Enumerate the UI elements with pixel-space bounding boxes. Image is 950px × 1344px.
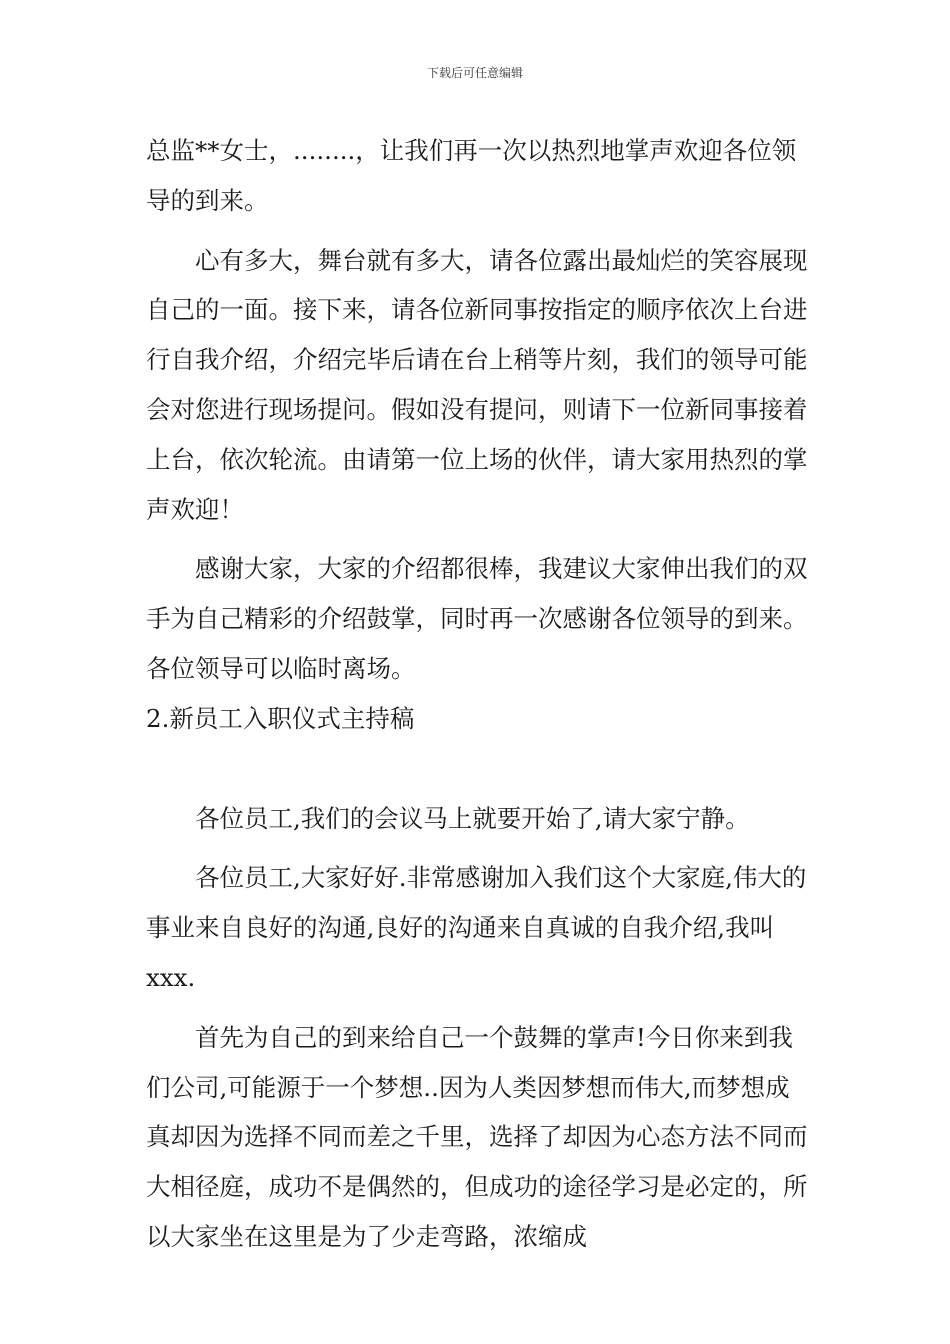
paragraph-1: 总监**女士，........，让我们再一次以热烈地掌声欢迎各位领导的到来。 bbox=[146, 136, 797, 215]
page-header: 下载后可任意编辑 bbox=[426, 66, 523, 80]
section-paragraph-1: 各位员工,我们的会议马上就要开始了,请大家宁静。 bbox=[195, 803, 750, 833]
paragraph-2: 心有多大，舞台就有多大，请各位露出最灿烂的笑容展现自己的一面。接下来，请各位新同事按指定的顺序依次上台进行自我介绍，介绍完毕后请在台上稍等片刻，我们的领导可能会对您进行现场提问。假如没有提问，则请下一位新同事接着上台，依次轮流。由请第一位上场的伙伴，请大家用热烈的掌声欢迎！ bbox=[146, 245, 808, 524]
section-paragraph-2: 各位员工,大家好好.非常感谢加入我们这个大家庭,伟大的事业来自良好的沟通,良好的沟通来自真诚的自我介绍,我叫xxx. bbox=[146, 863, 807, 992]
paragraph-3: 感谢大家，大家的介绍都很棒，我建议大家伸出我们的双手为自己精彩的介绍鼓掌，同时再一次感谢各位领导的到来。各位领导可以临时离场。 bbox=[146, 554, 808, 683]
section-heading: 2.新员工入职仪式主持稿 bbox=[146, 703, 415, 733]
section-paragraph-3: 首先为自己的到来给自己一个鼓舞的掌声!今日你来到我们公司,可能源于一个梦想..因为人类因梦想而伟大,而梦想成真却因为选择不同而差之千里，选择了却因为心态方法不同而大相径庭，成功不是偶然的，但成功的途径学习是必定的，所以大家坐在这里是为了少走弯路，浓缩成 bbox=[146, 1022, 808, 1251]
document-body bbox=[146, 126, 814, 1262]
